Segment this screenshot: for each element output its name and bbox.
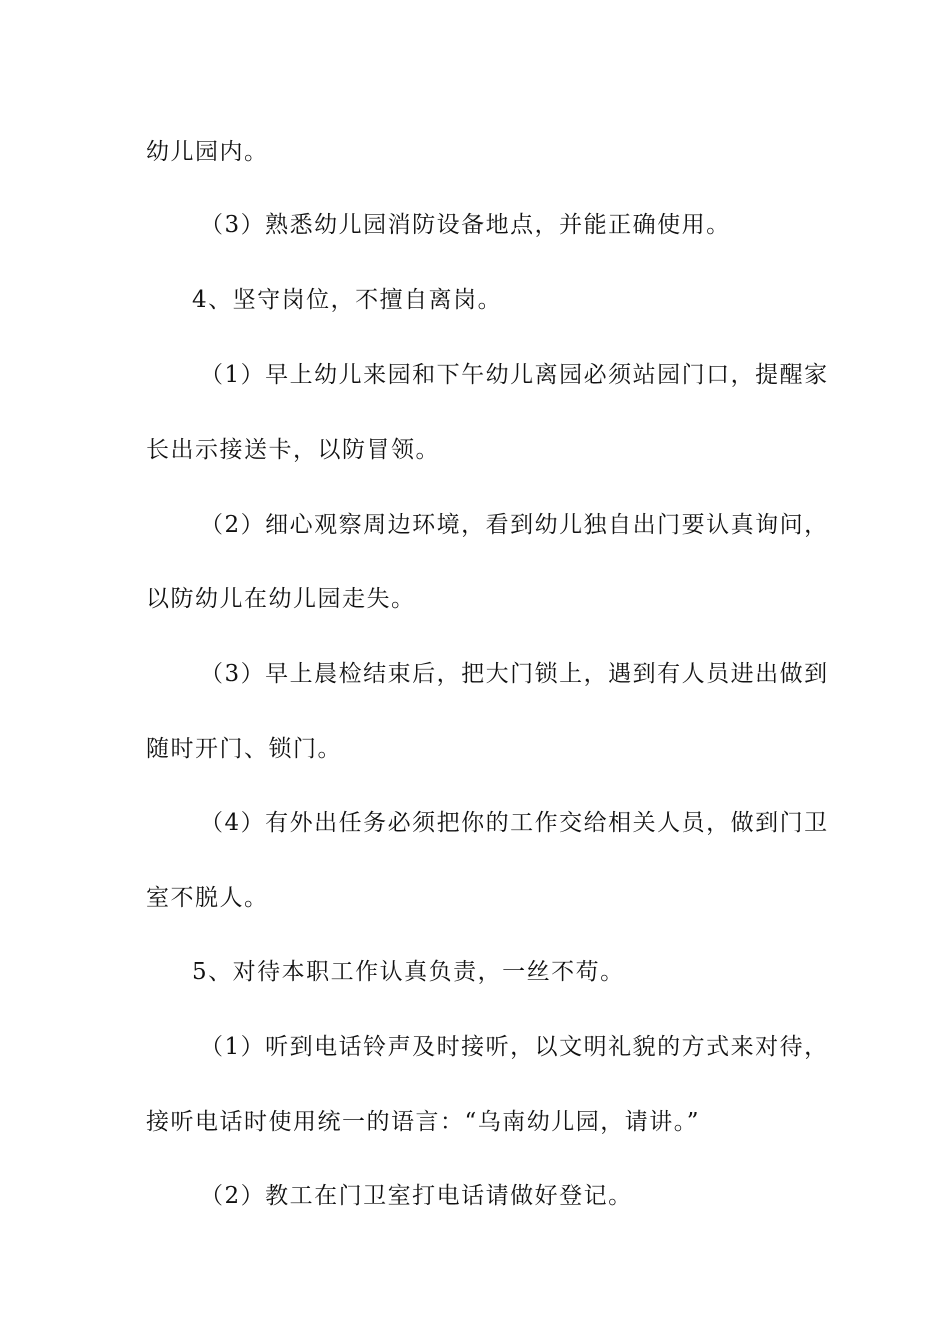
text-line: （4）有外出任务必须把你的工作交给相关人员，做到门卫 (200, 810, 829, 836)
text-line: （2）细心观察周边环境，看到幼儿独自出门要认真询问， (200, 512, 829, 538)
text-line: （3）早上晨检结束后，把大门锁上，遇到有人员进出做到 (200, 661, 829, 687)
text-line: （1）听到电话铃声及时接听，以文明礼貌的方式来对待， (200, 1034, 829, 1060)
text-line: 长出示接送卡，以防冒领。 (146, 437, 440, 463)
text-line: 以防幼儿在幼儿园走失。 (146, 586, 416, 612)
text-line: 4、坚守岗位，不擅自离岗。 (192, 287, 503, 313)
text-line: （2）教工在门卫室打电话请做好登记。 (200, 1183, 633, 1209)
text-line: 随时开门、锁门。 (146, 736, 342, 762)
text-line: 5、对待本职工作认真负责，一丝不苟。 (192, 959, 625, 985)
text-line: 室不脱人。 (146, 885, 269, 911)
text-line: 接听电话时使用统一的语言：“乌南幼儿园，请讲。” (146, 1109, 701, 1135)
text-line: （1）早上幼儿来园和下午幼儿离园必须站园门口，提醒家 (200, 362, 829, 388)
text-line: （3）熟悉幼儿园消防设备地点，并能正确使用。 (200, 212, 731, 238)
text-line: 幼儿园内。 (146, 139, 269, 165)
